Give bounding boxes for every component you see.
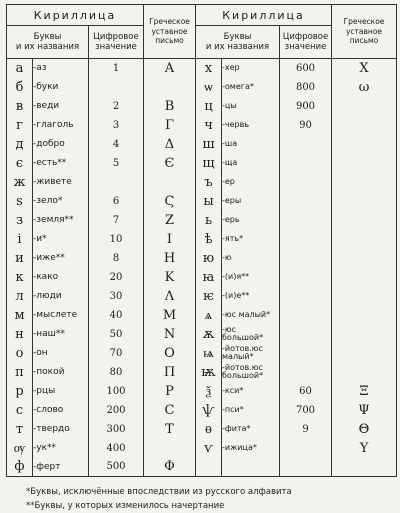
left-letter: г [7,116,33,135]
right-letter: ѳ [196,420,222,439]
left-greek-header: Греческое уставное письмо [144,5,196,59]
left-letter-name: -есть** [33,154,89,173]
table-row [7,211,397,230]
left-letter: н [7,325,33,344]
right-greek-letter: Ξ [332,382,397,401]
table-row [7,154,397,173]
left-numeric-value: 500 [89,458,144,477]
left-numeric-value: 200 [89,401,144,420]
table-row [7,249,397,268]
left-letter-name: -зело* [33,192,89,211]
right-greek-letter: Χ [332,59,397,78]
left-letter: о [7,344,33,363]
right-letter-name: -юс малый* [222,306,280,325]
right-letter: ѩ [196,344,222,363]
left-letter-name: -мыслете [33,306,89,325]
table-row [7,420,397,439]
left-numeric-value: 50 [89,325,144,344]
right-letter: ѣ [196,230,222,249]
left-numeric-value: 70 [89,344,144,363]
right-letter: щ [196,154,222,173]
right-greek-letter [332,287,397,306]
left-letter-name: -слово [33,401,89,420]
table-row [7,78,397,97]
left-letter-name: -живете [33,173,89,192]
left-greek-letter: Δ [144,135,196,154]
page [6,4,396,513]
left-numeric-value: 30 [89,287,144,306]
left-letter: к [7,268,33,287]
right-letter-name: -ша [222,135,280,154]
table-row [7,344,397,363]
right-numeric-value [280,154,332,173]
table-row [7,192,397,211]
right-letter-name: -омега* [222,78,280,97]
right-numeric-value [280,173,332,192]
right-greek-letter [332,458,397,477]
right-letter-name: -ять* [222,230,280,249]
right-numeric-value [280,211,332,230]
left-greek-letter: Β [144,97,196,116]
alphabet-table [6,4,397,477]
left-greek-letter: Α [144,59,196,78]
left-letter: ж [7,173,33,192]
right-numeric-value: 9 [280,420,332,439]
right-letter-name: -ижица* [222,439,280,458]
right-greek-letter [332,173,397,192]
left-greek-letter: С [144,401,196,420]
table-body [7,59,397,477]
right-greek-letter [332,268,397,287]
table-row [7,135,397,154]
footnotes [6,485,396,513]
right-letter-name: -(и)я** [222,268,280,287]
right-greek-letter [332,249,397,268]
left-letter: ф [7,458,33,477]
table-row [7,439,397,458]
right-letter: ѧ [196,306,222,325]
left-numeric-value: 8 [89,249,144,268]
right-greek-letter: Ψ [332,401,397,420]
right-letter-name: -ер [222,173,280,192]
right-greek-letter [332,97,397,116]
left-letter-name: -твердо [33,420,89,439]
right-letter-name: -ща [222,154,280,173]
left-letter-name: -люди [33,287,89,306]
left-letter-name: -веди [33,97,89,116]
right-letter: ꙗ [196,268,222,287]
right-greek-letter [332,116,397,135]
right-letter-name: -фита* [222,420,280,439]
right-numeric-value: 800 [280,78,332,97]
right-greek-letter [332,192,397,211]
left-letter-name: -иже** [33,249,89,268]
left-greek-letter: Γ [144,116,196,135]
left-greek-letter: Κ [144,268,196,287]
table-row [7,97,397,116]
left-numeric-value: 100 [89,382,144,401]
left-greek-letter [144,439,196,458]
left-letter: и [7,249,33,268]
left-letter: л [7,287,33,306]
left-greek-letter: Ϛ [144,192,196,211]
right-greek-letter [332,211,397,230]
right-numeric-value [280,306,332,325]
left-letter: і [7,230,33,249]
right-numeric-value [280,458,332,477]
left-greek-letter: Η [144,249,196,268]
left-numeric-value: 10 [89,230,144,249]
left-letter-name: -и* [33,230,89,249]
right-letter: х [196,59,222,78]
left-cyrillic-header: Кириллица [7,5,144,26]
table-row [7,325,397,344]
left-greek-letter: Ι [144,230,196,249]
left-greek-letter: Є [144,154,196,173]
left-letter: д [7,135,33,154]
right-numeric-header: Цифровое значение [280,26,332,59]
right-numeric-value: 60 [280,382,332,401]
right-letter-name: -кси* [222,382,280,401]
right-numeric-value: 700 [280,401,332,420]
left-numeric-value: 400 [89,439,144,458]
left-letter-name: -глаголь [33,116,89,135]
right-greek-letter [332,306,397,325]
left-letter-name: -ук** [33,439,89,458]
right-letter: ю [196,249,222,268]
right-greek-letter [332,325,397,344]
right-numeric-value [280,230,332,249]
right-numeric-value: 90 [280,116,332,135]
right-letter: ѭ [196,363,222,382]
right-letter-name: -хер [222,59,280,78]
table-row [7,173,397,192]
table-row [7,382,397,401]
left-numeric-value: 40 [89,306,144,325]
table-row [7,306,397,325]
left-numeric-value: 6 [89,192,144,211]
left-letter: т [7,420,33,439]
left-letter: в [7,97,33,116]
table-row [7,401,397,420]
right-numeric-value [280,268,332,287]
right-greek-letter: Θ [332,420,397,439]
right-letter-name: -цы [222,97,280,116]
right-letter-name: -еры [222,192,280,211]
left-numeric-value: 7 [89,211,144,230]
left-greek-letter: Λ [144,287,196,306]
table-row [7,287,397,306]
left-letter: с [7,401,33,420]
table-row [7,268,397,287]
right-greek-letter: ω [332,78,397,97]
right-greek-letter [332,135,397,154]
right-greek-letter [332,154,397,173]
right-letter: ц [196,97,222,116]
right-letter-name: -червь [222,116,280,135]
right-numeric-value [280,363,332,382]
right-numeric-value [280,325,332,344]
left-numeric-value [89,173,144,192]
left-greek-letter: Ρ [144,382,196,401]
table-row [7,59,397,78]
right-letter: ѫ [196,325,222,344]
footnote-changed-letters: **Буквы, у которых изменилось начертание [26,501,225,511]
left-letter: ѕ [7,192,33,211]
left-letter-name: -покой [33,363,89,382]
left-numeric-value [89,78,144,97]
right-letter-name: -йотов.юс малый* [222,344,280,363]
left-letter: з [7,211,33,230]
right-letter: ы [196,192,222,211]
right-greek-letter [332,230,397,249]
right-numeric-value [280,439,332,458]
right-letter [196,458,222,477]
left-letter-name: -земля** [33,211,89,230]
left-letter-name: -како [33,268,89,287]
left-numeric-value: 300 [89,420,144,439]
right-numeric-value: 900 [280,97,332,116]
left-numeric-value: 2 [89,97,144,116]
left-numeric-value: 20 [89,268,144,287]
right-greek-letter: Υ [332,439,397,458]
left-greek-letter: Ο [144,344,196,363]
left-letter-name: -буки [33,78,89,97]
left-letter: п [7,363,33,382]
right-greek-letter [332,344,397,363]
left-greek-letter: Τ [144,420,196,439]
left-greek-letter: Ν [144,325,196,344]
left-greek-letter [144,78,196,97]
right-letter-name: -юс большой* [222,325,280,344]
left-letter: а [7,59,33,78]
table-row [7,230,397,249]
right-letter: ш [196,135,222,154]
right-letter: ѥ [196,287,222,306]
left-greek-letter: Μ [144,306,196,325]
left-greek-letter [144,173,196,192]
left-numeric-value: 1 [89,59,144,78]
right-letter: ѱ [196,401,222,420]
right-letter: ъ [196,173,222,192]
table-row [7,116,397,135]
left-letter-name: -аз [33,59,89,78]
left-letters-names-header: Буквы и их названия [7,26,89,59]
left-greek-letter: Π [144,363,196,382]
left-letter: б [7,78,33,97]
left-numeric-value: 5 [89,154,144,173]
right-numeric-value [280,344,332,363]
footnote-excluded-letters: *Буквы, исключённые впоследствии из русского алфавита [26,487,292,497]
left-numeric-value: 80 [89,363,144,382]
right-letter-name: -(и)е** [222,287,280,306]
right-letter-name: -ерь [222,211,280,230]
left-letter-name: -наш** [33,325,89,344]
left-letter-name: -рцы [33,382,89,401]
right-greek-letter [332,363,397,382]
right-letter-name: -пси* [222,401,280,420]
right-letters-names-header: Буквы и их названия [196,26,280,59]
left-letter: ѹ [7,439,33,458]
right-letter-name: -йотов.юс большой* [222,363,280,382]
right-letter-name [222,458,280,477]
right-numeric-value [280,135,332,154]
right-numeric-value [280,192,332,211]
right-letter: ѯ [196,382,222,401]
right-letter: ѡ [196,78,222,97]
table-row [7,363,397,382]
table-row [7,458,397,477]
right-letter: ь [196,211,222,230]
left-greek-letter: Φ [144,458,196,477]
right-greek-header: Греческое уставное письмо [332,5,397,59]
left-numeric-value: 3 [89,116,144,135]
right-numeric-value: 600 [280,59,332,78]
right-cyrillic-header: Кириллица [196,5,332,26]
right-letter: ѵ [196,439,222,458]
left-letter: м [7,306,33,325]
right-numeric-value [280,287,332,306]
left-numeric-header: Цифровое значение [89,26,144,59]
right-letter: ч [196,116,222,135]
left-letter: р [7,382,33,401]
left-letter: є [7,154,33,173]
left-letter-name: -добро [33,135,89,154]
right-numeric-value [280,249,332,268]
left-numeric-value: 4 [89,135,144,154]
left-letter-name: -ферт [33,458,89,477]
left-greek-letter: Ζ [144,211,196,230]
right-letter-name: -ю [222,249,280,268]
left-letter-name: -он [33,344,89,363]
